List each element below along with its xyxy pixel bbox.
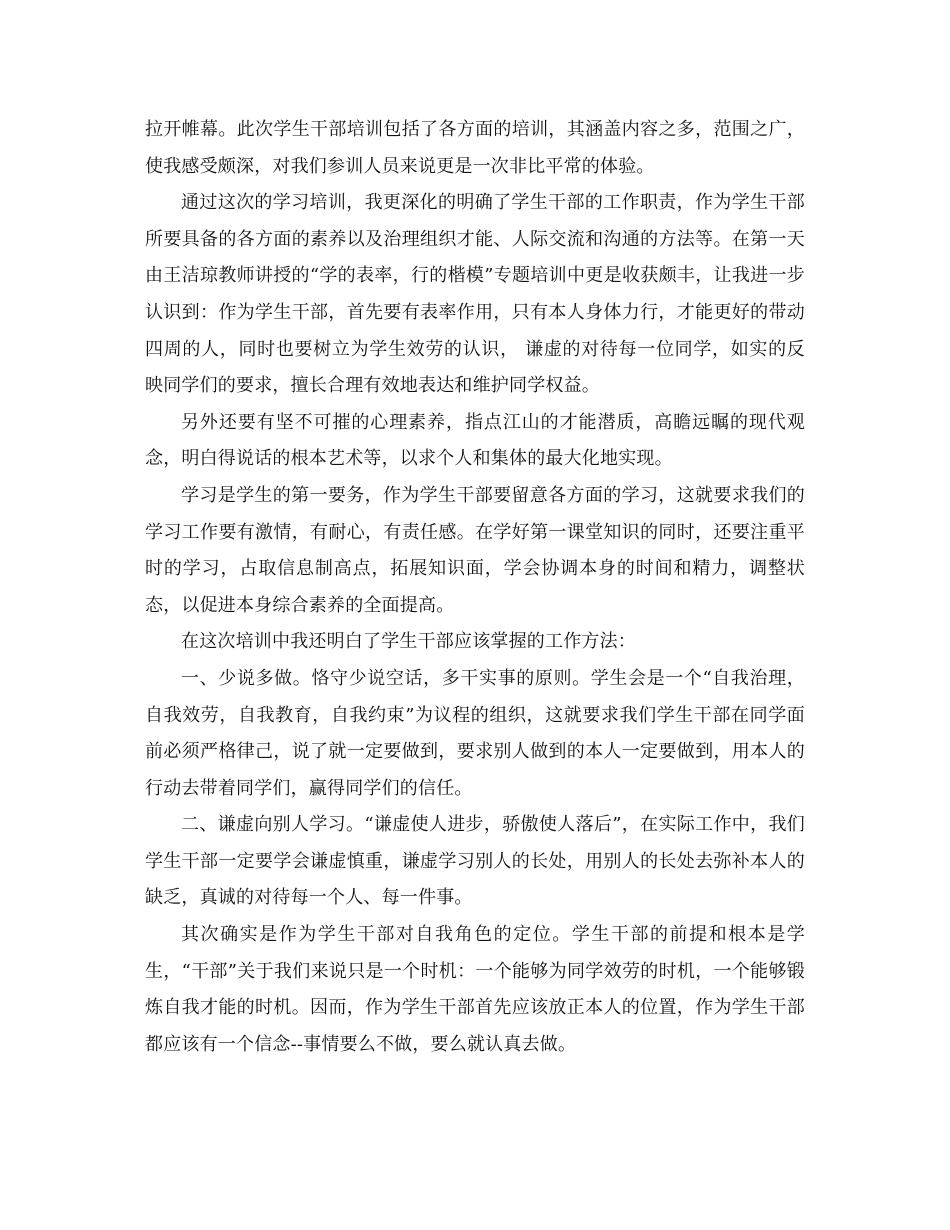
paragraph-7: 二、谦虚向别人学习。“谦虚使人进步，骄傲使人落后”，在实际工作中，我们学生干部一定要学会谦虚慎重，谦虚学习别人的长处，用别人的长处去弥补本人的缺乏，真诚的对待每一个人、每一件事。	[145, 814, 805, 909]
paragraph-5: 在这次培训中我还明白了学生干部应该掌握的工作方法：	[181, 631, 636, 653]
paragraph-8: 其次确实是作为学生干部对自我角色的定位。学生干部的前提和根本是学生，“干部”关于我们来说只是一个时机：一个能够为同学效劳的时机，一个能够锻炼自我才能的时机。因而，作为学生干部首先应该放正本人的位置，作为学生干部都应该有一个信念--事情要么不做，要么就认真去做。	[145, 924, 805, 1055]
paragraph-2: 通过这次的学习培训，我更深化的明确了学生干部的工作职责，作为学生干部所要具备的各方面的素养以及治理组织才能、人际交流和沟通的方法等。在第一天由王洁琼教师讲授的“学的表率，行的楷模”专题培训中更是收获颇丰，让我进一步认识到：作为学生干部，首先要有表率作用，只有本人身体力行，才能更好的带动四周的人，同时也要树立为学生效劳的认识， 谦虚的对待每一位同学，如实的反映同学们的要求，擅长合理有效地表达和维护同学权益。	[145, 192, 805, 397]
document-body	[145, 112, 805, 1063]
paragraph-3: 另外还要有坚不可摧的心理素养，指点江山的才能潜质，高瞻远瞩的现代观念，明白得说话的根本艺术等，以求个人和集体的最大化地实现。	[145, 411, 805, 470]
paragraph-1: 拉开帷幕。此次学生干部培训包括了各方面的培训，其涵盖内容之多，范围之广，使我感受颇深，对我们参训人员来说更是一次非比平常的体验。	[145, 119, 805, 177]
paragraph-4: 学习是学生的第一要务，作为学生干部要留意各方面的学习，这就要求我们的学习工作要有激情，有耐心，有责任感。在学好第一课堂知识的同时，还要注重平时的学习，占取信息制高点，拓展知识面，学会协调本身的时间和精力，调整状态，以促进本身综合素养的全面提高。	[145, 484, 805, 616]
paragraph-6: 一、少说多做。恪守少说空话，多干实事的原则。学生会是一个“自我治理，自我效劳，自我教育，自我约束”为议程的组织，这就要求我们学生干部在同学面前必须严格律己，说了就一定要做到，要求别人做到的本人一定要做到，用本人的行动去带着同学们，赢得同学们的信任。	[145, 667, 805, 799]
